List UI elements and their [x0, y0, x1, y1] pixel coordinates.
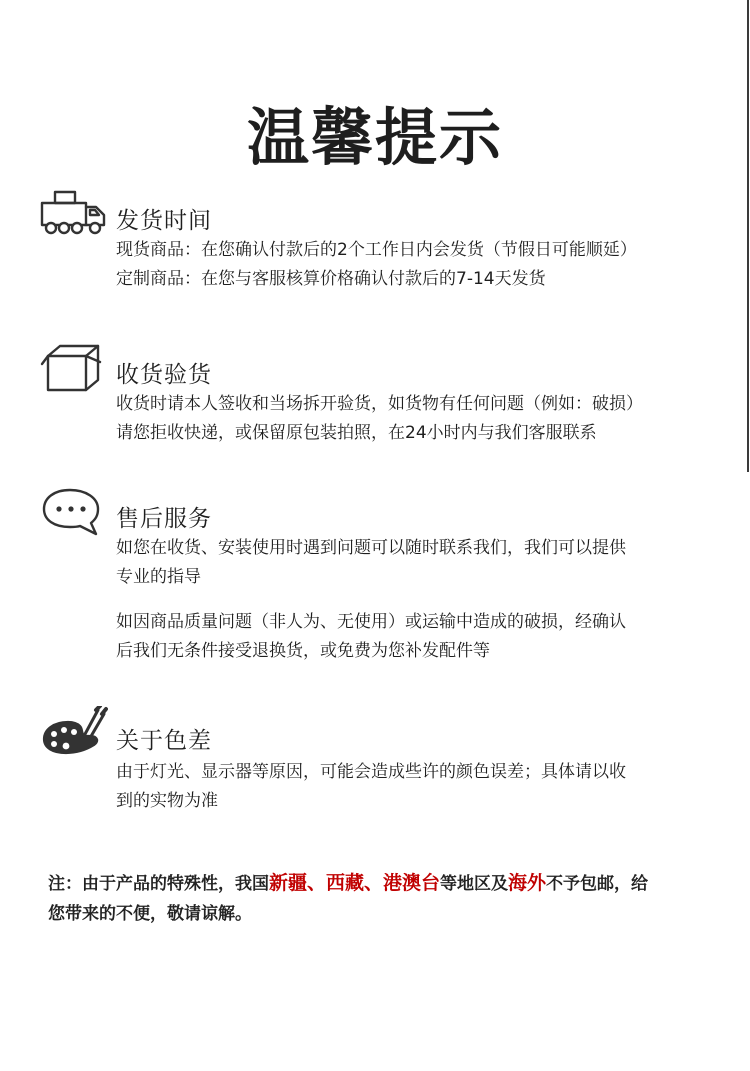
box-icon	[40, 344, 108, 394]
notice-line-1	[48, 868, 718, 899]
section-heading: 收货验货	[116, 362, 212, 388]
section-body	[116, 390, 750, 448]
truck-icon	[40, 190, 108, 240]
notice-region-highlight: 海外	[508, 872, 547, 894]
body-line: 请您拒收快递，或保留原包装拍照，在24小时内与我们客服联系	[116, 423, 597, 443]
body-line: 由于灯光、显示器等原因，可能会造成些许的颜色误差；具体请以收	[116, 762, 626, 782]
notice-text: 等地区及	[440, 874, 509, 894]
body-line: 到的实物为准	[116, 791, 218, 811]
body-line: 如因商品质量问题（非人为、无使用）或运输中造成的破损，经确认	[116, 612, 626, 632]
palette-icon	[40, 706, 108, 756]
section-body	[116, 236, 750, 294]
body-line: 现货商品：在您确认付款后的2个工作日内会发货（节假日可能顺延）	[116, 240, 637, 260]
body-line: 专业的指导	[116, 567, 201, 587]
body-line: 如您在收货、安装使用时遇到问题可以随时联系我们，我们可以提供	[116, 538, 626, 558]
section-body	[116, 758, 750, 816]
section-body	[116, 534, 750, 666]
notice-text: 注：由于产品的特殊性，我国	[48, 874, 269, 894]
section-heading: 关于色差	[116, 728, 212, 754]
section-heading: 售后服务	[116, 506, 212, 532]
body-line: 收货时请本人签收和当场拆开验货，如货物有任何问题（例如：破损）	[116, 394, 643, 414]
chat-bubble-icon	[40, 488, 108, 538]
body-line: 后我们无条件接受退换货，或免费为您补发配件等	[116, 641, 490, 661]
notice-line-2: 您带来的不便，敬请谅解。	[48, 904, 252, 924]
notice-region-highlight: 新疆、西藏、港澳台	[269, 872, 441, 894]
body-line: 定制商品：在您与客服核算价格确认付款后的7-14天发货	[116, 269, 546, 289]
notice-text: 不予包邮，给	[546, 874, 649, 894]
section-heading: 发货时间	[116, 208, 212, 234]
page-title: 温馨提示	[246, 101, 503, 174]
shipping-notice	[48, 868, 718, 929]
